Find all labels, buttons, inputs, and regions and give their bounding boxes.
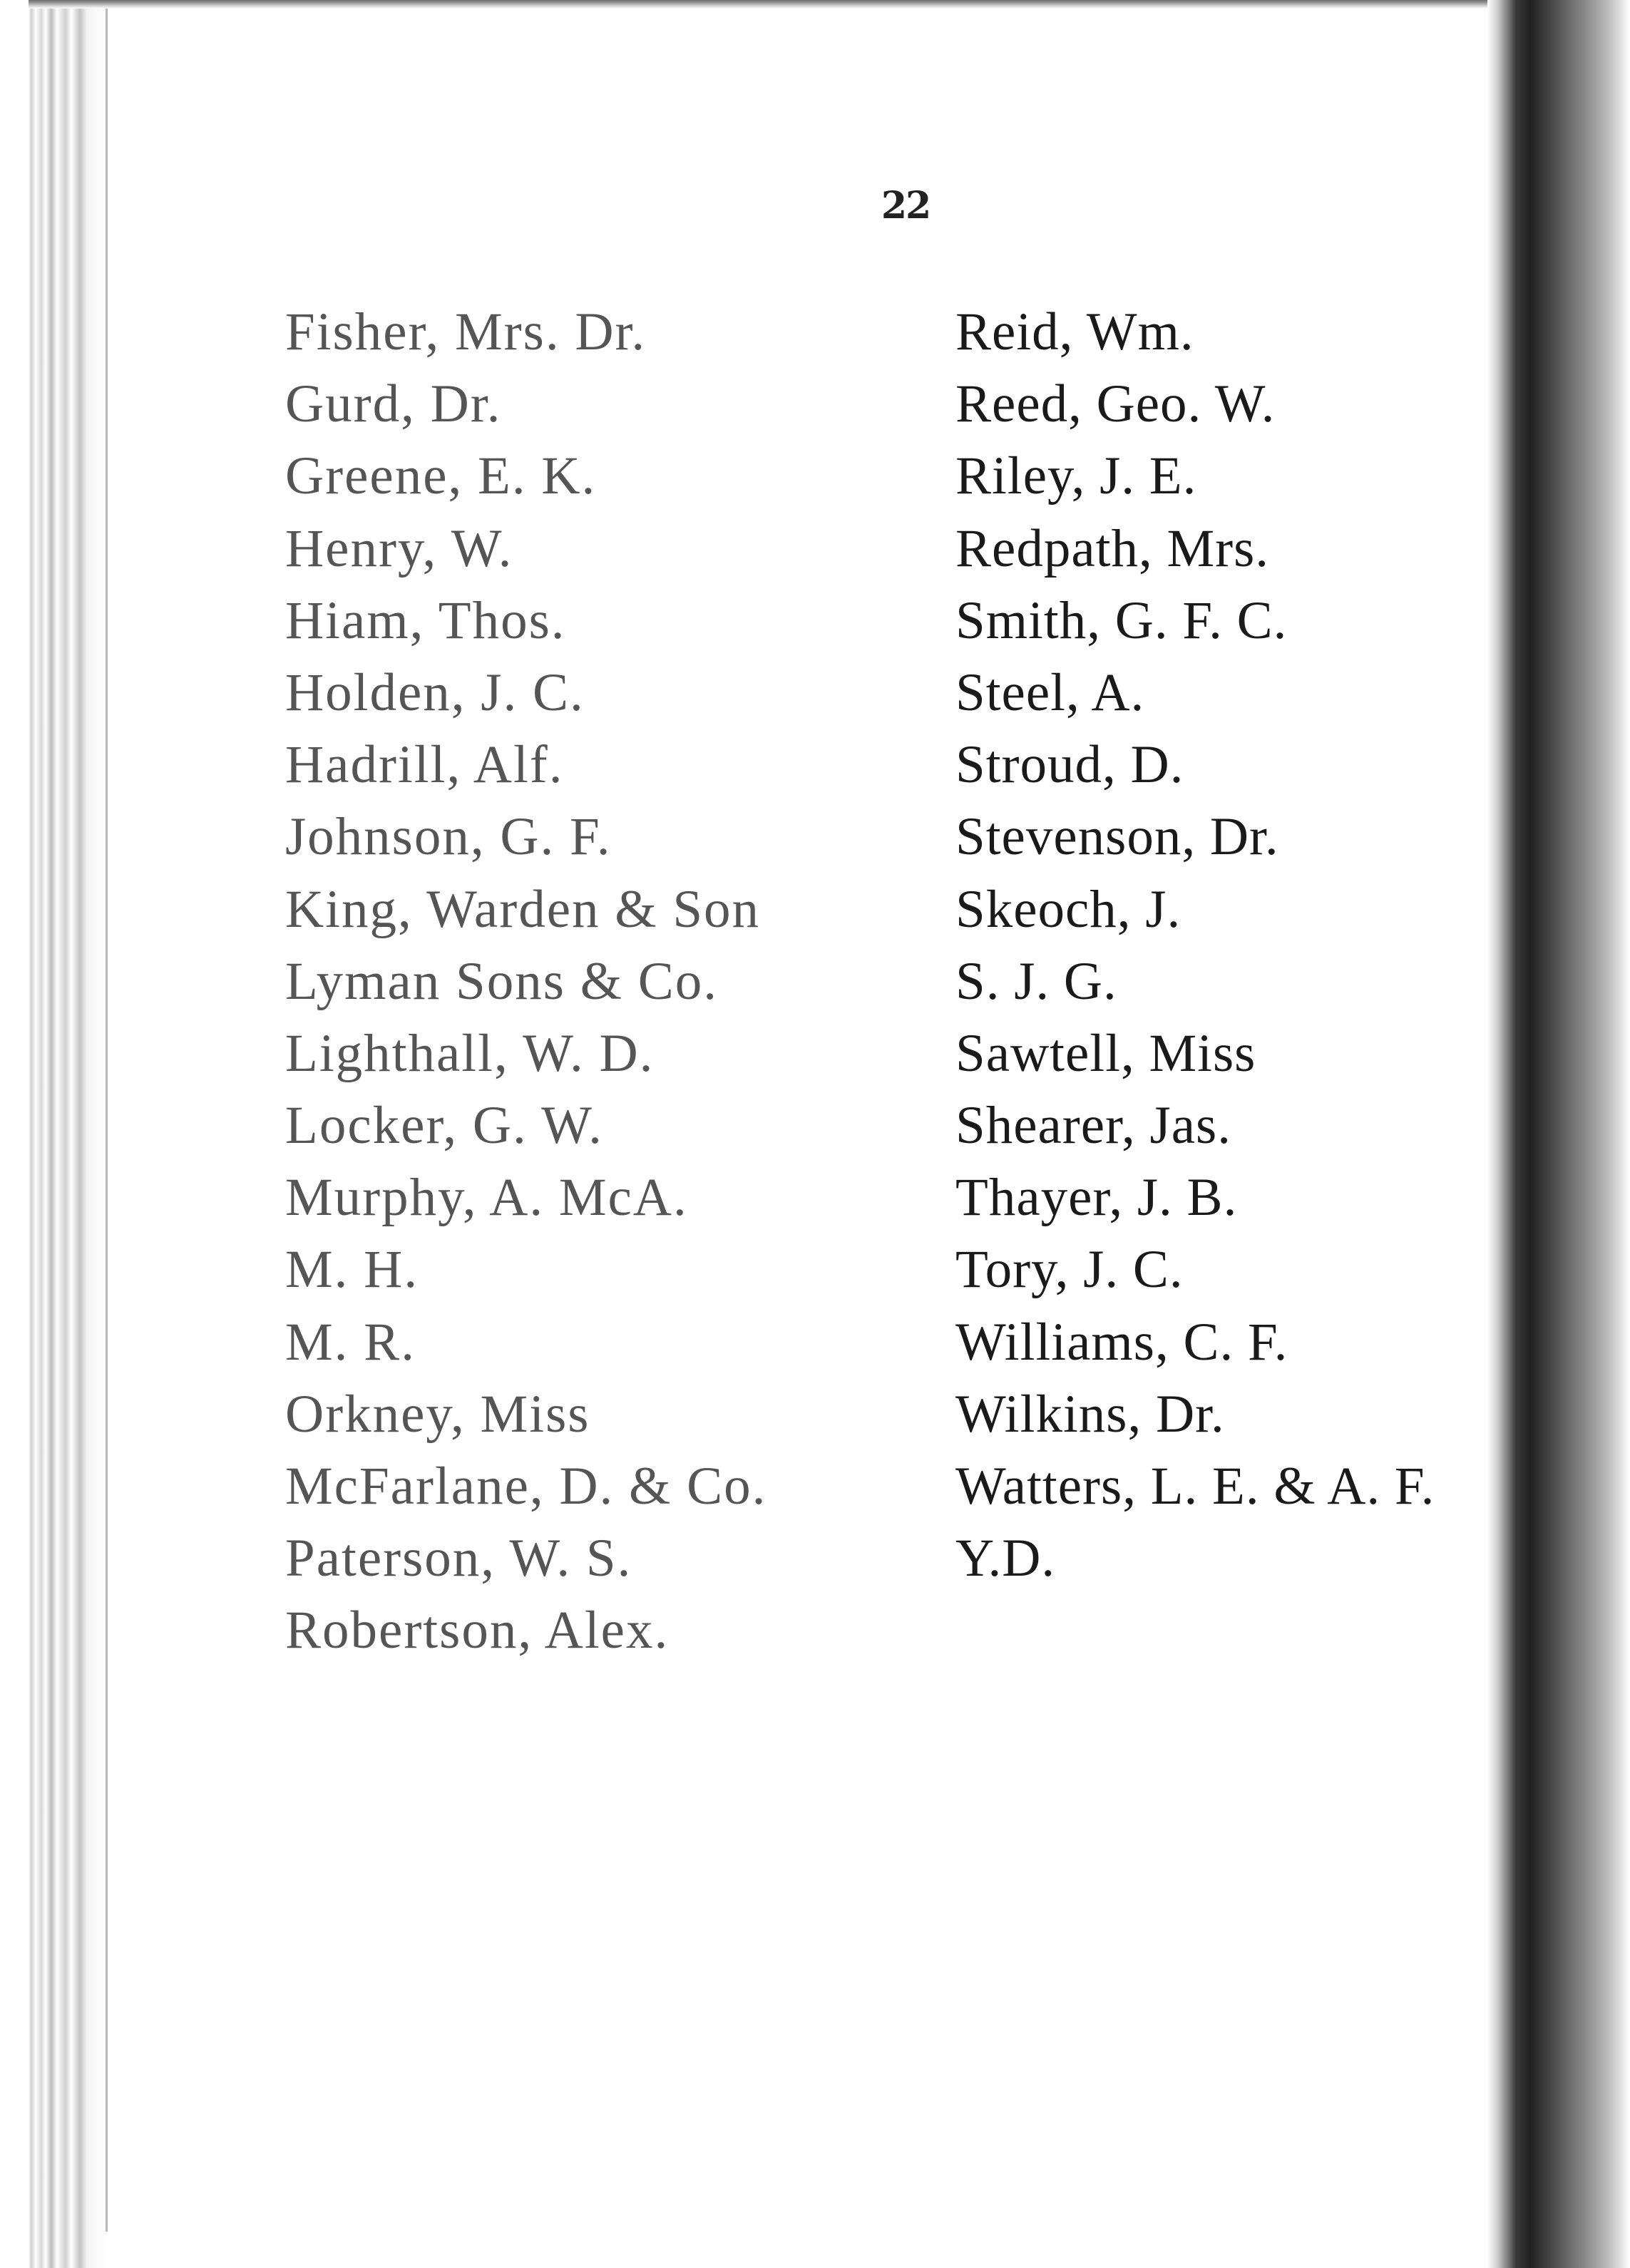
list-item: M. H.: [285, 1240, 419, 1300]
list-item: Robertson, Alex.: [285, 1601, 670, 1661]
list-item: Gurd, Dr.: [285, 374, 502, 434]
list-item: Henry, W.: [285, 518, 513, 578]
list-item: Y.D.: [955, 1529, 1056, 1589]
list-item: Tory, J. C.: [955, 1240, 1184, 1300]
list-item: Johnson, G. F.: [285, 807, 612, 867]
list-item: Hiam, Thos.: [285, 590, 566, 650]
list-item: Paterson, W. S.: [285, 1529, 632, 1589]
list-item: Hadrill, Alf.: [285, 735, 564, 795]
list-item: Fisher, Mrs. Dr.: [285, 302, 647, 361]
list-item: Locker, G. W.: [285, 1096, 603, 1156]
list-item: S. J. G.: [955, 951, 1117, 1011]
list-item: M. R.: [285, 1312, 416, 1372]
list-item: Smith, G. F. C.: [955, 590, 1288, 650]
list-item: Murphy, A. McA.: [285, 1168, 688, 1228]
page-stack-edge: [0, 0, 107, 2268]
list-item: Steel, A.: [955, 662, 1145, 722]
list-item: Riley, J. E.: [955, 446, 1197, 506]
list-item: Reid, Wm.: [955, 302, 1194, 361]
list-item: Williams, C. F.: [955, 1312, 1288, 1372]
list-item: Greene, E. K.: [285, 446, 597, 506]
list-item: Thayer, J. B.: [955, 1168, 1238, 1228]
list-item: McFarlane, D. & Co.: [285, 1457, 767, 1516]
list-item: Skeoch, J.: [955, 879, 1182, 939]
list-item: Lyman Sons & Co.: [285, 951, 719, 1011]
list-item: King, Warden & Son: [285, 879, 761, 939]
list-item: Shearer, Jas.: [955, 1096, 1231, 1156]
list-item: Redpath, Mrs.: [955, 518, 1270, 578]
page-number: 22: [881, 184, 931, 227]
list-item: Lighthall, W. D.: [285, 1023, 655, 1083]
list-item: Holden, J. C.: [285, 662, 585, 722]
list-item: Orkney, Miss: [285, 1384, 590, 1444]
list-item: Stevenson, Dr.: [955, 807, 1279, 867]
name-list-right-column: [955, 296, 1435, 1594]
list-item: Wilkins, Dr.: [955, 1384, 1225, 1444]
list-item: Watters, L. E. & A. F.: [955, 1457, 1435, 1516]
name-list-left-column: [285, 296, 767, 1667]
list-item: Sawtell, Miss: [955, 1023, 1256, 1083]
page-stack-rule: [106, 7, 108, 2232]
binding-shadow: [1487, 0, 1630, 2268]
list-item: Stroud, D.: [955, 735, 1184, 795]
page-top-edge: [29, 0, 1533, 9]
list-item: Reed, Geo. W.: [955, 374, 1276, 434]
